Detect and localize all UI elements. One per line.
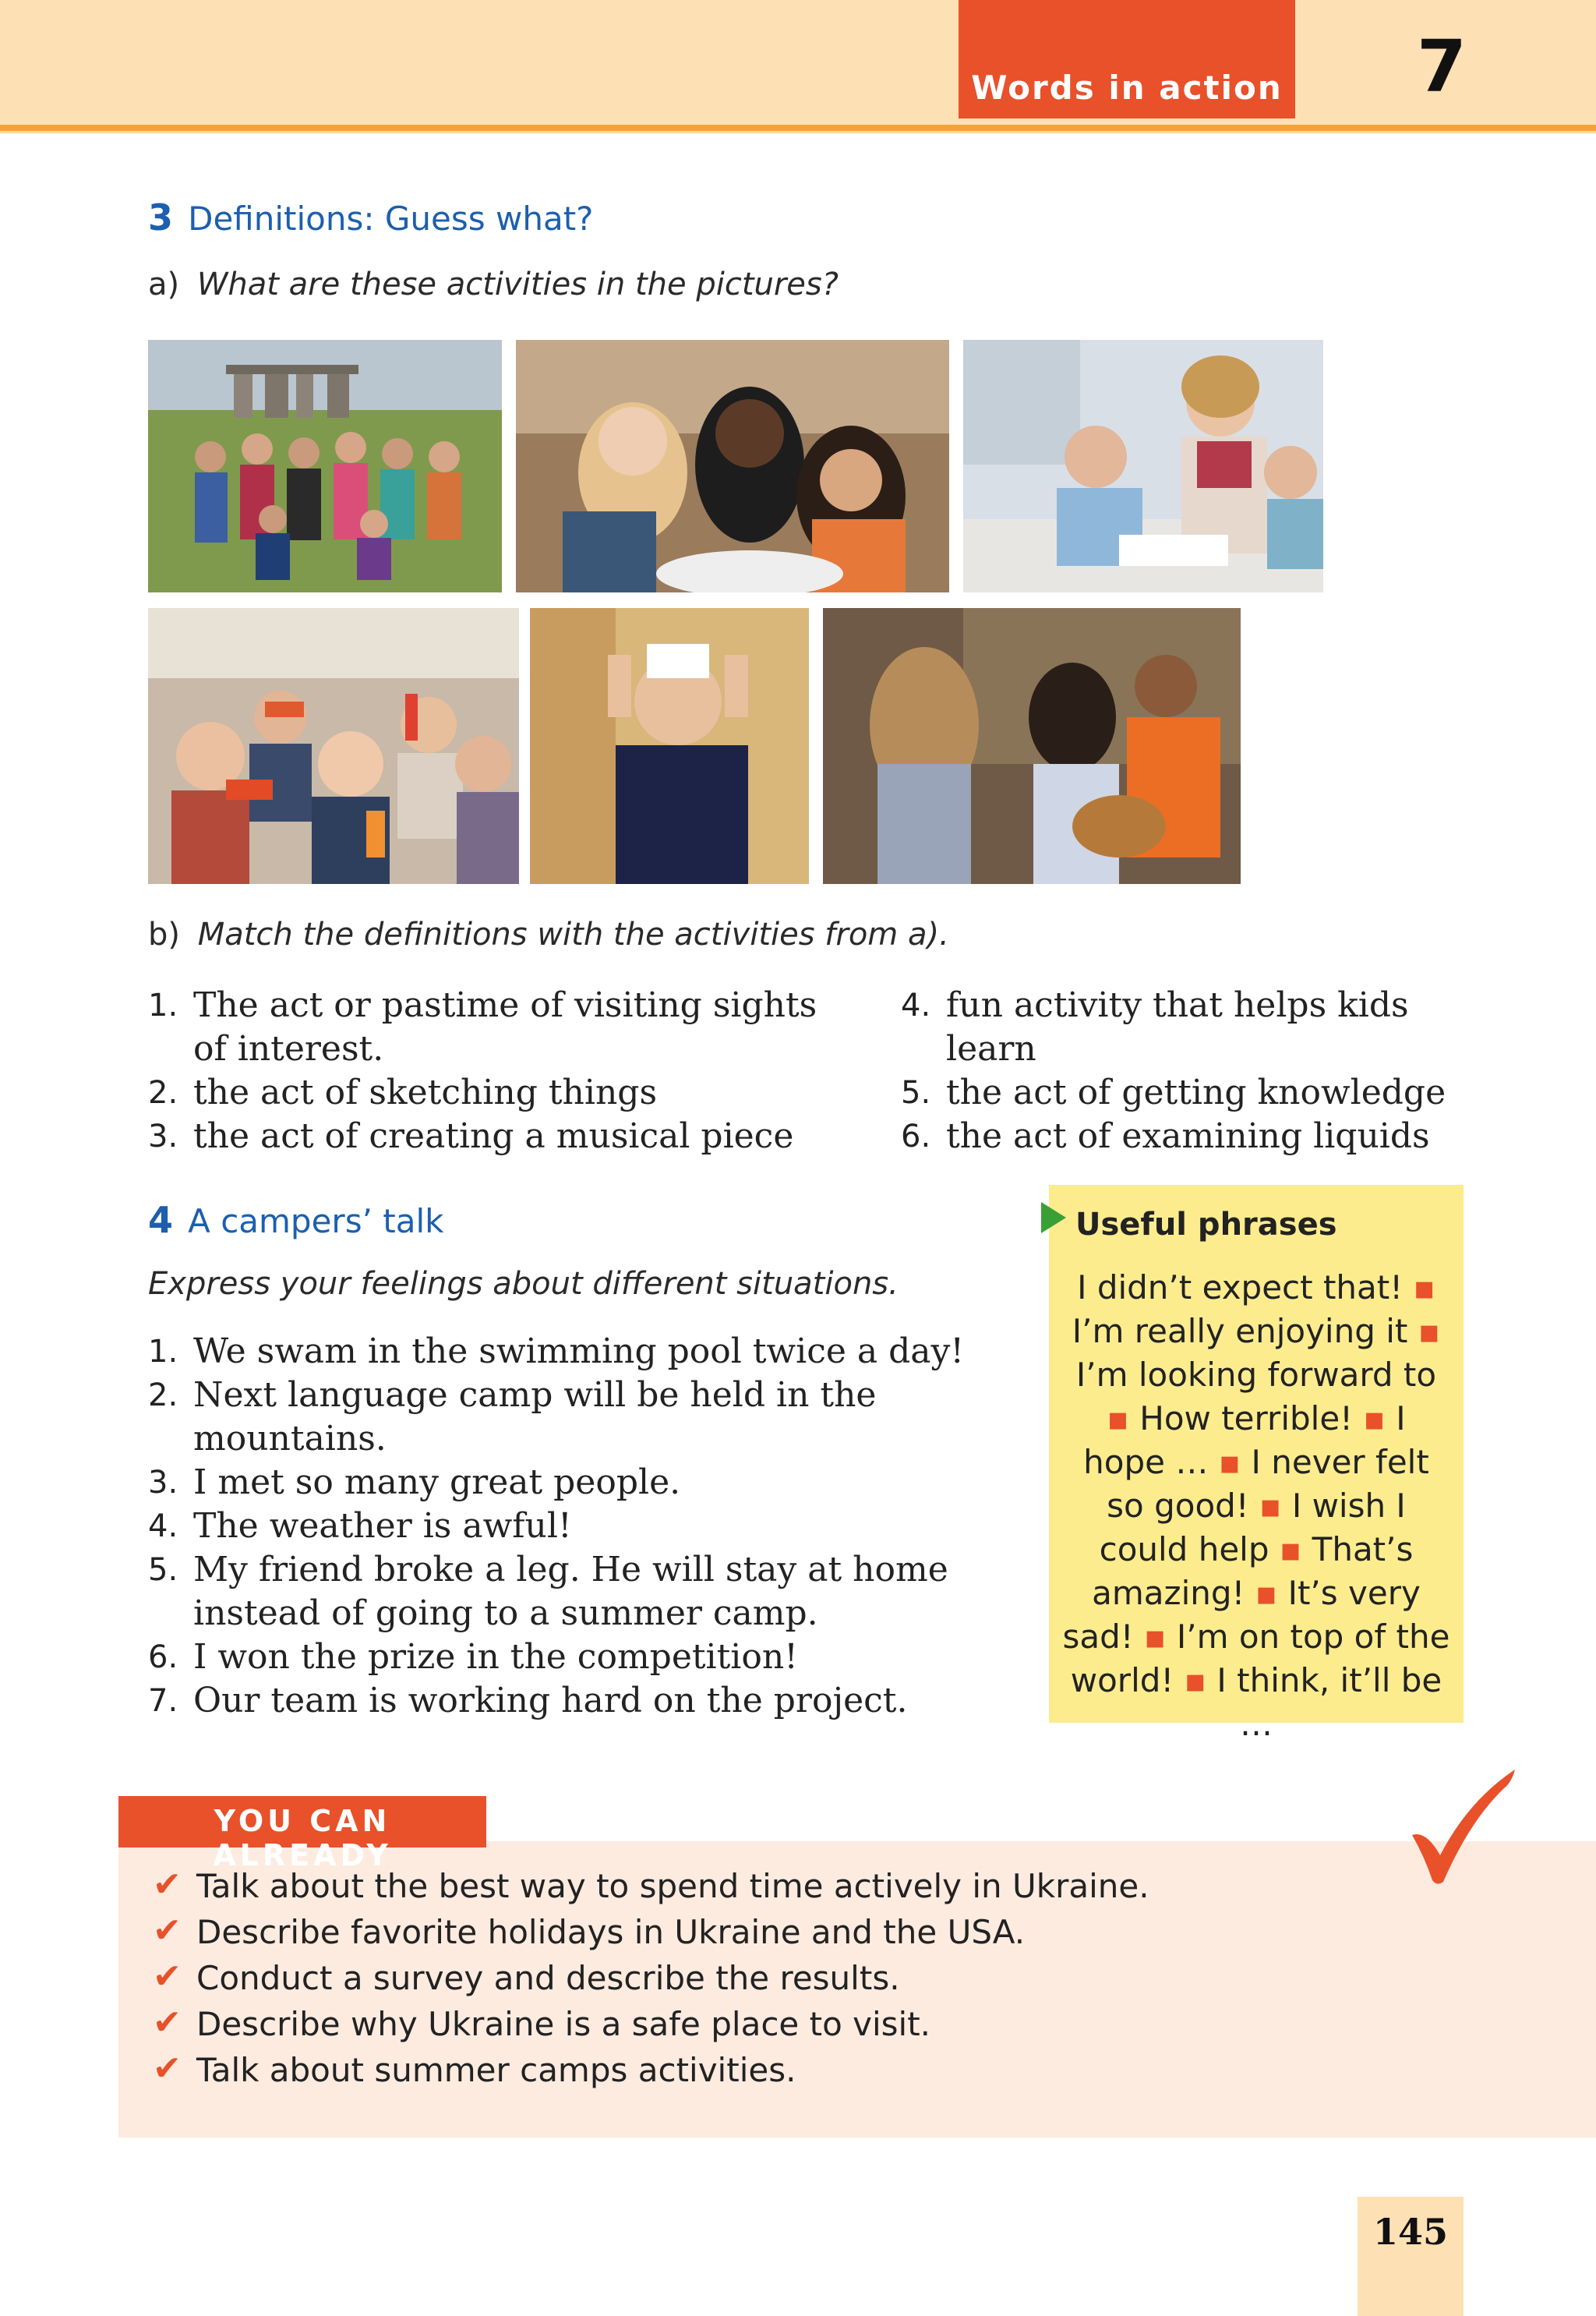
photo-guitar-playing bbox=[823, 608, 1241, 884]
header-divider bbox=[0, 125, 1596, 131]
list-item: 2. the act of sketching things bbox=[148, 1073, 658, 1112]
list-item: 6. I won the prize in the competition! bbox=[148, 1637, 798, 1677]
list-item: 1. We swam in the swimming pool twice a day! bbox=[148, 1331, 965, 1371]
list-item: 5. the act of getting knowledge bbox=[901, 1073, 1446, 1112]
list-item: 6. the act of examining liquids bbox=[901, 1116, 1430, 1156]
useful-phrases-text: I didn’t expect that! ▪ I’m really enjoying it ▪ I’m looking forward to ▪ How terrible! ▪ I hope … ▪ I never felt so good! ▪ I wish I could help ▪ That’s amazing! ▪ It’s very sad! ▪ I’m on top of the world! ▪ I think, it’ll be … bbox=[1062, 1268, 1450, 1743]
list-item: ✔ Describe favorite holidays in Ukraine and the USA. bbox=[153, 1909, 1149, 1955]
list-item: 2. Next language camp will be held in the mountains. bbox=[148, 1375, 877, 1459]
list-item: ✔ Conduct a survey and describe the results. bbox=[153, 1955, 1149, 2001]
list-item: 4. fun activity that helps kids learn bbox=[901, 985, 1409, 1069]
play-arrow-icon bbox=[1040, 1200, 1068, 1235]
section-3-heading bbox=[148, 196, 593, 239]
check-icon: ✔ bbox=[153, 1911, 182, 1950]
part-label: b) bbox=[148, 917, 180, 953]
list-item: 3. I met so many great people. bbox=[148, 1462, 681, 1502]
page-number: 145 bbox=[1372, 2211, 1449, 2253]
check-icon: ✔ bbox=[153, 2049, 182, 2088]
part-label: a) bbox=[148, 267, 180, 302]
photo-stonehenge-group bbox=[148, 340, 502, 592]
section-4-heading bbox=[148, 1199, 443, 1241]
checkmark-icon bbox=[1395, 1763, 1527, 1896]
instruction-b bbox=[148, 917, 949, 953]
list-item: ✔ Describe why Ukraine is a safe place to visit. bbox=[153, 2001, 1149, 2047]
photo-teacher-drawing bbox=[963, 340, 1323, 592]
photo-kids-bottles bbox=[148, 608, 519, 884]
list-item: 4. The weather is awful! bbox=[148, 1506, 572, 1546]
header-band bbox=[0, 0, 1596, 125]
instruction-a bbox=[148, 267, 839, 302]
photo-boy-forehead-card bbox=[530, 608, 809, 884]
chapter-title: Words in action bbox=[971, 69, 1283, 107]
situations-list bbox=[148, 1330, 1029, 1723]
check-icon: ✔ bbox=[153, 2003, 182, 2042]
section-number: 3 bbox=[148, 196, 174, 239]
header-divider-light bbox=[0, 131, 1596, 133]
list-item: 5. My friend broke a leg. He will stay at home instead of going to a summer camp. bbox=[148, 1550, 948, 1633]
section-number: 4 bbox=[148, 1199, 174, 1241]
list-item: 7. Our team is working hard on the project. bbox=[148, 1681, 908, 1720]
you-can-already-list bbox=[153, 1863, 1149, 2093]
definitions-list-left bbox=[148, 984, 849, 1158]
useful-phrases-title: Useful phrases bbox=[1075, 1207, 1337, 1243]
list-item: ✔ Talk about the best way to spend time actively in Ukraine. bbox=[153, 1863, 1149, 1909]
you-can-already-label: YOU CAN ALREADY bbox=[213, 1804, 392, 1872]
section-title: A campers’ talk bbox=[188, 1202, 444, 1240]
instruction-text: Match the definitions with the activities from a). bbox=[197, 917, 949, 953]
chapter-number: 7 bbox=[1416, 25, 1467, 108]
check-icon: ✔ bbox=[153, 1957, 182, 1996]
section-title: Definitions: Guess what? bbox=[188, 200, 594, 238]
definitions-list-right bbox=[901, 984, 1493, 1158]
check-icon: ✔ bbox=[153, 1865, 182, 1904]
instruction-text: What are these activities in the pictures? bbox=[196, 267, 839, 302]
list-item: 3. the act of creating a musical piece bbox=[148, 1116, 794, 1156]
list-item: ✔ Talk about summer camps activities. bbox=[153, 2047, 1149, 2093]
instruction-4: Express your feelings about different situations. bbox=[148, 1266, 899, 1302]
photo-science-experiment bbox=[516, 340, 949, 592]
list-item: 1. The act or pastime of visiting sights of interest. bbox=[148, 985, 817, 1069]
